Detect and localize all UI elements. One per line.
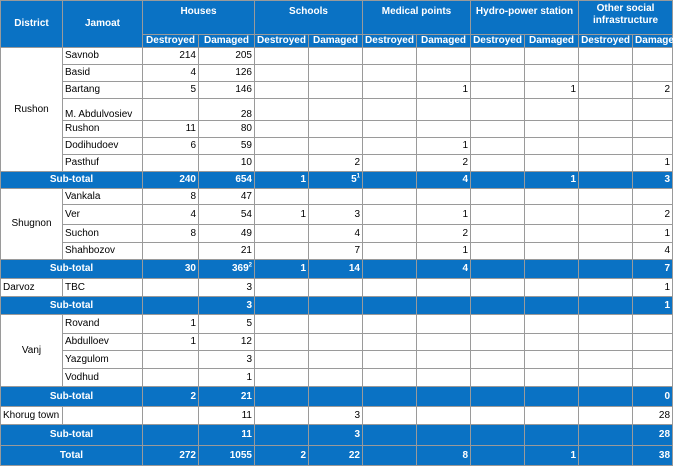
header-other-line2: infrastructure — [593, 15, 659, 26]
jamoat-cell: Basid — [63, 65, 143, 82]
value-cell: 7 — [309, 243, 363, 260]
value-cell: 5 — [199, 315, 255, 334]
subtotal-cell: 28 — [633, 425, 673, 446]
total-label: Total — [1, 446, 143, 466]
table-row — [1, 82, 673, 99]
header-medical: Medical points — [363, 1, 471, 35]
subtotal-cell: 11 — [199, 425, 255, 446]
table-row — [1, 243, 673, 260]
subtotal-cell: 1 — [255, 260, 309, 279]
header-houses: Houses — [143, 1, 255, 35]
value-cell: 126 — [199, 65, 255, 82]
value-cell: 2 — [633, 82, 673, 99]
footnote-marker: 2 — [248, 262, 252, 269]
value-cell: 2 — [633, 205, 673, 225]
subtotal-cell: 654 — [199, 172, 255, 189]
header-jamoat: Jamoat — [63, 1, 143, 48]
jamoat-cell: Abdulloev — [63, 334, 143, 351]
jamoat-cell: Suchon — [63, 225, 143, 243]
total-cell: 2 — [255, 446, 309, 466]
value-cell: 5 — [143, 82, 199, 99]
subtotal-cell: 7 — [633, 260, 673, 279]
header-hydro-destroyed: Destroyed — [471, 35, 525, 48]
total-row — [1, 446, 673, 466]
subtotal-row — [1, 297, 673, 315]
value-cell: 205 — [199, 48, 255, 65]
value-cell: 80 — [199, 121, 255, 138]
jamoat-cell: Rushon — [63, 121, 143, 138]
header-medical-destroyed: Destroyed — [363, 35, 417, 48]
value-cell: 214 — [143, 48, 199, 65]
subtotal-cell: 1 — [525, 172, 579, 189]
subtotal-cell: 3 — [199, 297, 255, 315]
subtotal-cell: 1 — [633, 297, 673, 315]
header-schools: Schools — [255, 1, 363, 35]
header-other-line1: Other social — [596, 3, 655, 14]
header-other-damaged: Damaged — [633, 35, 673, 48]
jamoat-cell: Dodihudoev — [63, 138, 143, 155]
subtotal-cell: 30 — [143, 260, 199, 279]
subtotal-cell: 2 — [143, 387, 199, 407]
value-cell: 28 — [633, 407, 673, 425]
value-cell: 1 — [199, 369, 255, 387]
value-cell: 2 — [417, 155, 471, 172]
table-row — [1, 369, 673, 387]
value-cell: 49 — [199, 225, 255, 243]
table-row — [1, 189, 673, 205]
value-cell: 3 — [199, 279, 255, 297]
value-cell: 1 — [143, 315, 199, 334]
value-cell: 1 — [633, 225, 673, 243]
total-cell: 1055 — [199, 446, 255, 466]
header-hydro: Hydro-power station — [471, 1, 579, 35]
value-cell: 2 — [309, 155, 363, 172]
footnote-marker: 1 — [356, 173, 360, 180]
value-cell: 1 — [633, 279, 673, 297]
value-cell: 4 — [633, 243, 673, 260]
subtotal-cell: 0 — [633, 387, 673, 407]
value-cell: 146 — [199, 82, 255, 99]
total-cell: 1 — [525, 446, 579, 466]
district-cell: Shugnon — [1, 189, 63, 260]
value-cell: 4 — [143, 205, 199, 225]
value-cell: 1 — [525, 82, 579, 99]
subtotal-cell — [199, 260, 255, 279]
header-hydro-damaged: Damaged — [525, 35, 579, 48]
value-cell: 8 — [143, 189, 199, 205]
value-cell: 1 — [143, 334, 199, 351]
value-cell: 10 — [199, 155, 255, 172]
subtotal-cell: 21 — [199, 387, 255, 407]
total-cell: 272 — [143, 446, 199, 466]
table-row — [1, 48, 673, 65]
subtotal-row — [1, 260, 673, 279]
jamoat-cell: Vodhud — [63, 369, 143, 387]
table-row — [1, 225, 673, 243]
value-cell: 6 — [143, 138, 199, 155]
header-houses-damaged: Damaged — [199, 35, 255, 48]
subtotal-cell: 4 — [417, 260, 471, 279]
jamoat-cell: M. Abdulvosiev — [63, 99, 143, 121]
value-cell: 21 — [199, 243, 255, 260]
subtotal-label: Sub-total — [1, 425, 143, 446]
subtotal-row — [1, 387, 673, 407]
header-schools-destroyed: Destroyed — [255, 35, 309, 48]
jamoat-cell: Pasthuf — [63, 155, 143, 172]
header-other-destroyed: Destroyed — [579, 35, 633, 48]
jamoat-cell: Ver — [63, 205, 143, 225]
header-schools-damaged: Damaged — [309, 35, 363, 48]
value-cell: 1 — [255, 205, 309, 225]
jamoat-cell: Shahbozov — [63, 243, 143, 260]
jamoat-cell: Savnob — [63, 48, 143, 65]
value-cell: 12 — [199, 334, 255, 351]
table-row — [1, 334, 673, 351]
jamoat-cell: Yazgulom — [63, 351, 143, 369]
subtotal-row — [1, 172, 673, 189]
district-cell: Vanj — [1, 315, 63, 387]
value-cell: 4 — [143, 65, 199, 82]
subtotal-cell — [309, 172, 363, 189]
jamoat-cell: Vankala — [63, 189, 143, 205]
subtotal-label: Sub-total — [1, 297, 143, 315]
district-cell: Darvoz — [1, 279, 63, 297]
value-cell: 1 — [417, 138, 471, 155]
value-cell: 4 — [309, 225, 363, 243]
header-medical-damaged: Damaged — [417, 35, 471, 48]
table-row — [1, 279, 673, 297]
total-cell: 8 — [417, 446, 471, 466]
table-row — [1, 121, 673, 138]
value-cell: 54 — [199, 205, 255, 225]
subtotal-value: 5 — [351, 174, 357, 185]
table-row — [1, 99, 673, 121]
value-cell: 3 — [199, 351, 255, 369]
value-cell: 1 — [417, 243, 471, 260]
value-cell: 59 — [199, 138, 255, 155]
subtotal-row — [1, 425, 673, 446]
value-cell: 1 — [633, 155, 673, 172]
table-row — [1, 315, 673, 334]
subtotal-label: Sub-total — [1, 172, 143, 189]
header-houses-destroyed: Destroyed — [143, 35, 199, 48]
header-other — [579, 1, 673, 35]
value-cell: 3 — [309, 407, 363, 425]
value-cell: 1 — [417, 205, 471, 225]
subtotal-value: 369 — [231, 263, 249, 274]
subtotal-label: Sub-total — [1, 260, 143, 279]
table-row — [1, 155, 673, 172]
table-row — [1, 407, 673, 425]
table-row — [1, 65, 673, 82]
header-district: District — [1, 1, 63, 48]
subtotal-cell: 3 — [309, 425, 363, 446]
district-cell: Khorug town — [1, 407, 63, 425]
value-cell: 3 — [309, 205, 363, 225]
jamoat-cell: Bartang — [63, 82, 143, 99]
jamoat-cell: Rovand — [63, 315, 143, 334]
subtotal-label: Sub-total — [1, 387, 143, 407]
jamoat-cell: TBC — [63, 279, 143, 297]
value-cell: 2 — [417, 225, 471, 243]
total-cell: 38 — [633, 446, 673, 466]
subtotal-cell: 3 — [633, 172, 673, 189]
value-cell: 28 — [199, 99, 255, 121]
subtotal-cell: 1 — [255, 172, 309, 189]
district-cell: Rushon — [1, 48, 63, 172]
value-cell: 47 — [199, 189, 255, 205]
value-cell: 1 — [417, 82, 471, 99]
subtotal-cell: 4 — [417, 172, 471, 189]
header-row-top — [1, 1, 673, 35]
subtotal-cell: 240 — [143, 172, 199, 189]
value-cell: 11 — [143, 121, 199, 138]
subtotal-cell: 14 — [309, 260, 363, 279]
value-cell: 11 — [199, 407, 255, 425]
total-cell: 22 — [309, 446, 363, 466]
table-row — [1, 205, 673, 225]
table-row — [1, 138, 673, 155]
table-row — [1, 351, 673, 369]
value-cell: 8 — [143, 225, 199, 243]
